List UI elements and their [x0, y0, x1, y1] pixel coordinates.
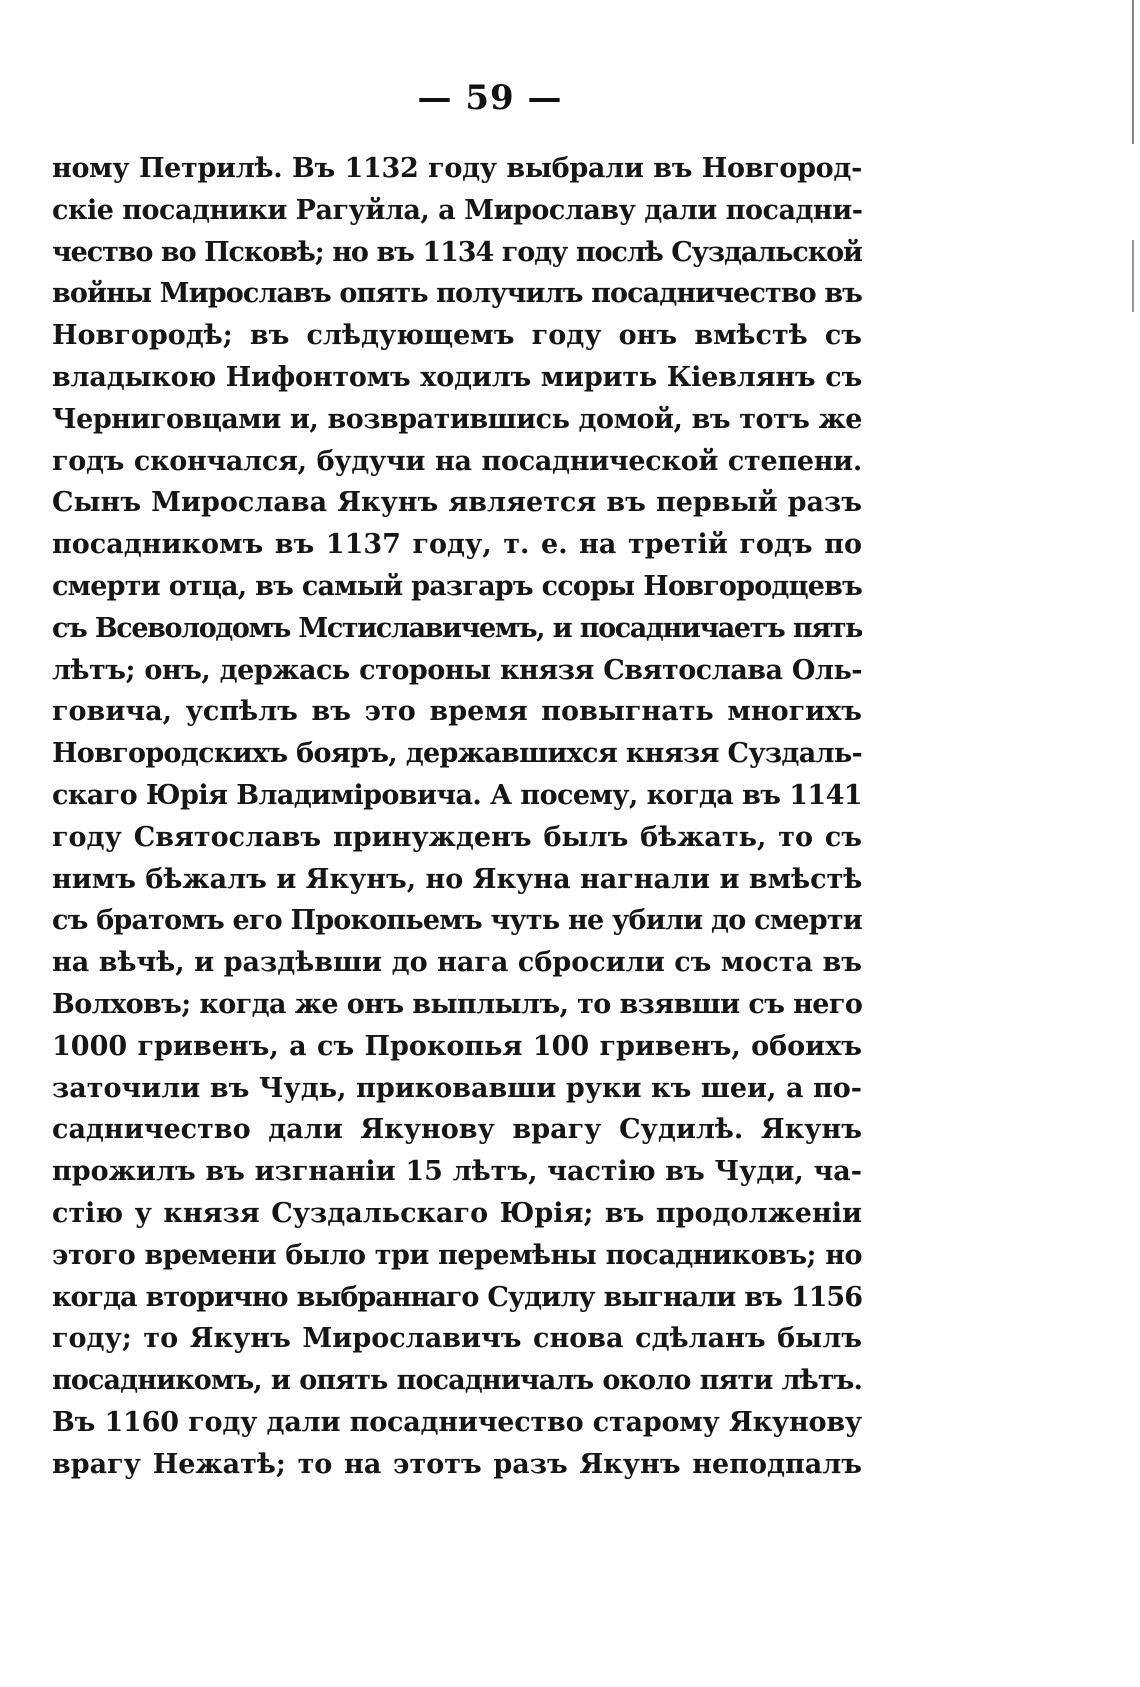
text-line: годъ скончался, будучи на посаднической степени. [52, 445, 862, 477]
text-line: ному Петрилѣ. Въ 1132 году выбрали въ Новгород- [52, 153, 862, 184]
text-line: Въ 1160 году дали посадничество старому Якунову [52, 1406, 862, 1438]
text-line: Новгородскихъ бояръ, державшихся князя Суздаль- [52, 738, 862, 770]
text-line: съ Всеволодомъ Мстиславичемъ, и посадничаетъ пять [52, 612, 862, 644]
text-line: говича, успѣлъ въ это время повыгнать многихъ [52, 696, 862, 728]
text-line: этого времени было три перемѣны посадниковъ; но [52, 1239, 862, 1271]
text-line: Черниговцами и, возвратившись домой, въ тотъ же [52, 403, 862, 435]
text-line: садничество дали Якунову врагу Судилѣ. Якунъ [52, 1114, 862, 1146]
text-line: стію у князя Суздальскаго Юрія; въ продолженіи [52, 1197, 862, 1229]
text-line: врагу Нежатѣ; то на этотъ разъ Якунъ неподпалъ [52, 1448, 862, 1480]
text-line: Волховъ; когда же онъ выплылъ, то взявши съ него [52, 988, 862, 1020]
text-line: скаго Юрія Владиміровича. А посему, когда въ 1141 [52, 779, 862, 811]
text-line: прожилъ въ изгнаніи 15 лѣтъ, частію въ Чуди, ча- [52, 1156, 862, 1188]
margin-rule [1132, 0, 1134, 1200]
text-line: владыкою Нифонтомъ ходилъ мирить Кіевлянъ съ [52, 361, 862, 393]
text-line: заточили въ Чудь, приковавши руки къ шеи, а по- [52, 1072, 862, 1104]
text-line: посадникомъ, и опять посадничалъ около пяти лѣтъ. [52, 1365, 862, 1397]
text-line: году Святославъ принужденъ былъ бѣжать, то съ [52, 821, 862, 853]
text-line: Сынъ Мирослава Якунъ является въ первый разъ [52, 487, 862, 519]
text-line: на вѣчѣ, и раздѣвши до нага сбросили съ моста въ [52, 947, 862, 979]
text-line: когда вторично выбраннаго Судилу выгнали въ 1156 [52, 1281, 862, 1313]
text-line: 1000 гривенъ, а съ Прокопья 100 гривенъ, обоихъ [52, 1030, 862, 1062]
text-line: чество во Псковѣ; но въ 1134 году послѣ Суздальской [52, 236, 862, 268]
text-line: нимъ бѣжалъ и Якунъ, но Якуна нагнали и вмѣстѣ [52, 863, 862, 895]
text-line: скіе посадники Рагуйла, а Мирославу дали посадни- [52, 194, 862, 226]
body-text [52, 148, 862, 1486]
page-number: — 59 — [417, 78, 563, 118]
text-line: войны Мирославъ опять получилъ посадничество въ [52, 278, 862, 310]
text-line: году; то Якунъ Мирославичъ снова сдѣланъ былъ [52, 1323, 862, 1355]
text-line: посадникомъ въ 1137 году, т. е. на третій годъ по [52, 529, 862, 561]
text-line: лѣтъ; онъ, держась стороны князя Святослава Оль- [52, 654, 862, 686]
text-line: съ братомъ его Прокопьемъ чуть не убили до смерти [52, 905, 862, 937]
text-line: Новгородѣ; въ слѣдующемъ году онъ вмѣстѣ съ [52, 320, 862, 352]
text-line: смерти отца, въ самый разгаръ ссоры Новгородцевъ [52, 570, 862, 602]
